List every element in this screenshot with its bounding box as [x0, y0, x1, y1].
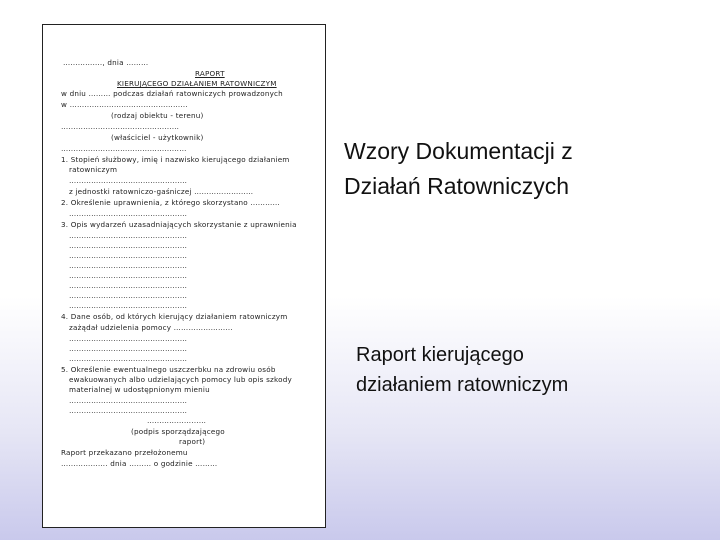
form-line: 4. Dane osób, od których kierujący działaniem ratowniczym [61, 312, 288, 321]
form-line: ………………………………………… [69, 406, 188, 415]
form-line: ………………………………………… [69, 176, 188, 185]
form-line: ………………………………………… [69, 396, 188, 405]
slide-title-line: Wzory Dokumentacji z [344, 138, 573, 164]
form-line: 1. Stopień służbowy, imię i nazwisko kierującego działaniem [61, 155, 290, 164]
slide-subtitle-line: działaniem ratowniczym [356, 374, 569, 396]
form-line: …………………………………………… [61, 144, 187, 153]
slide-title [344, 134, 684, 204]
form-line: ratowniczym [69, 165, 118, 174]
form-line: Raport przekazano przełożonemu [61, 448, 188, 457]
form-line: ………………. dnia ……… o godzinie ……… [61, 459, 218, 468]
form-line: 5. Określenie ewentualnego uszczerbku na zdrowiu osób [61, 365, 276, 374]
form-line: ………………………………………… [61, 122, 180, 131]
form-line: ………………………………………… [69, 301, 188, 310]
form-line: zażądał udzielenia pomocy …………………… [69, 323, 233, 332]
form-line: ………………………………………… [69, 281, 188, 290]
report-subheading: KIERUJĄCEGO DZIAŁANIEM RATOWNICZYM [117, 79, 277, 88]
form-line: z jednostki ratowniczo-gaśniczej …………………… [69, 187, 254, 196]
form-line: 2. Określenie uprawnienia, z którego skorzystano ………… [61, 198, 280, 207]
place-date-line: ……………., dnia ……… [63, 58, 149, 67]
form-line: ewakuowanych albo udzielających pomocy lub opis szkody [69, 375, 292, 384]
slide-subtitle [356, 340, 696, 400]
slide-subtitle-line: Raport kierującego [356, 344, 524, 366]
form-line: ………………………………………… [69, 251, 188, 260]
signature-line: …………………… [147, 416, 207, 425]
report-heading: RAPORT [195, 69, 225, 78]
form-line: w dniu ……… podczas działań ratowniczych prowadzonych [61, 89, 283, 98]
form-line: ………………………………………… [69, 231, 188, 240]
form-line: 3. Opis wydarzeń uzasadniających skorzystanie z uprawnienia [61, 220, 297, 229]
form-line: ………………………………………… [69, 209, 188, 218]
form-line: ………………………………………… [69, 354, 188, 363]
signature-caption: raport) [179, 437, 206, 446]
form-line: ………………………………………… [69, 291, 188, 300]
slide-title-line: Działań Ratowniczych [344, 173, 569, 199]
form-line: ………………………………………… [69, 344, 188, 353]
form-caption: (właściciel - użytkownik) [111, 133, 204, 142]
form-line: ………………………………………… [69, 334, 188, 343]
form-caption: (rodzaj obiektu - terenu) [111, 111, 204, 120]
form-line: ………………………………………… [69, 271, 188, 280]
form-line: ………………………………………… [69, 261, 188, 270]
signature-caption: (podpis sporządzającego [131, 427, 225, 436]
report-form-document [42, 24, 326, 528]
form-line: materialnej w udostępnionym mieniu [69, 385, 210, 394]
form-line: ………………………………………… [69, 241, 188, 250]
form-line: w ………………………………………… [61, 100, 188, 109]
